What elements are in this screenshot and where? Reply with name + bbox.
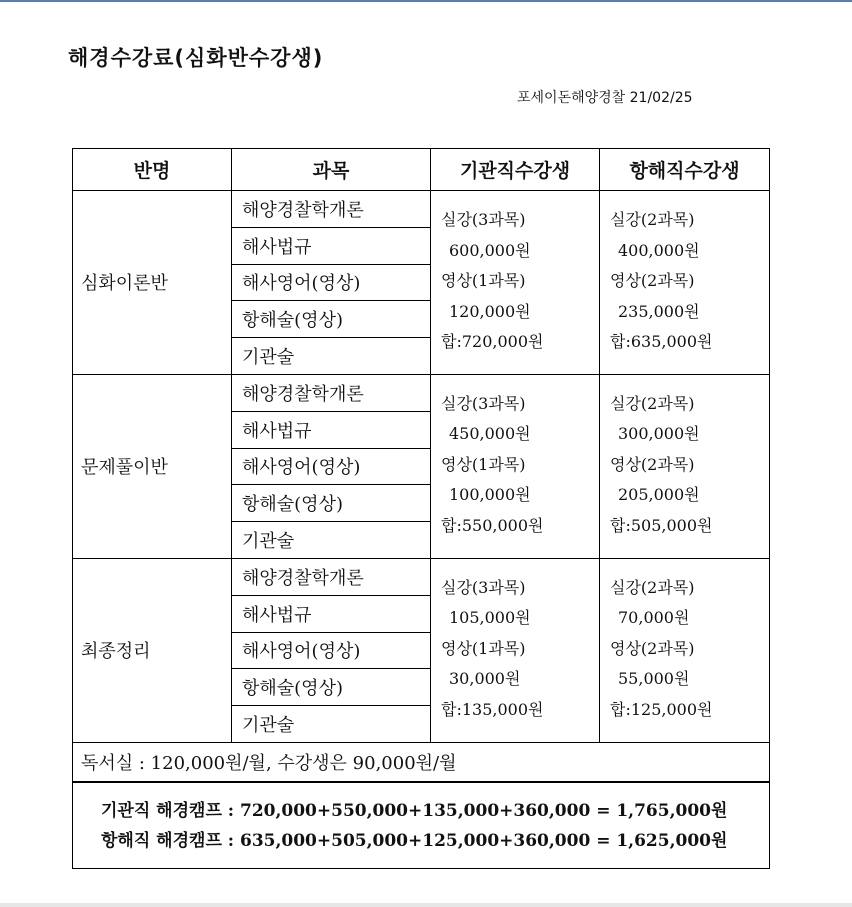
price-line: 205,000원 — [618, 485, 700, 505]
page-subtitle: 포세이돈해양경찰 21/02/25 — [517, 90, 693, 106]
subject-cell: 기관술 — [232, 522, 431, 559]
header-subject: 과목 — [232, 149, 431, 191]
price-line: 450,000원 — [449, 424, 531, 444]
top-rule — [0, 0, 852, 2]
price-line: 70,000원 — [618, 608, 690, 628]
price-col-a — [431, 558, 600, 742]
price-line: 실강(3과목) — [441, 210, 526, 229]
price-line: 55,000원 — [618, 669, 690, 689]
price-total: 합:720,000원 — [441, 332, 544, 351]
price-line: 실강(3과목) — [441, 393, 526, 413]
subject-cell: 해양경찰학개론 — [232, 191, 431, 228]
price-total: 합:135,000원 — [441, 699, 544, 719]
subject-cell: 항해술(영상) — [232, 301, 431, 338]
reading-room-note: 독서실 : 120,000원/월, 수강생은 90,000원/월 — [73, 742, 770, 782]
price-total: 합:125,000원 — [610, 699, 713, 719]
price-col-a — [431, 374, 600, 558]
table-row — [73, 374, 770, 411]
price-line: 100,000원 — [449, 485, 531, 505]
price-line: 실강(3과목) — [441, 577, 526, 597]
header-col-b: 항해직수강생 — [600, 149, 770, 191]
price-line: 120,000원 — [449, 301, 531, 321]
price-total: 합:505,000원 — [610, 515, 713, 535]
price-col-b — [600, 191, 770, 375]
price-col-a — [431, 191, 600, 375]
price-total: 합:635,000원 — [610, 332, 713, 351]
price-line: 실강(2과목) — [610, 210, 695, 229]
price-line: 30,000원 — [449, 669, 521, 689]
price-line: 235,000원 — [618, 301, 700, 321]
subject-cell: 항해술(영상) — [232, 669, 431, 706]
subject-cell: 해양경찰학개론 — [232, 374, 431, 411]
camp-line-navigation: 항해직 해경캠프 : 635,000+505,000+125,000+360,000 = 1,625,000원 — [101, 830, 728, 851]
subject-cell: 기관술 — [232, 706, 431, 743]
camp-summary — [73, 782, 770, 868]
class-name: 최종정리 — [73, 558, 232, 742]
camp-line-engine: 기관직 해경캠프 : 720,000+550,000+135,000+360,000 = 1,765,000원 — [101, 800, 728, 821]
price-line: 300,000원 — [618, 424, 700, 444]
camp-row — [73, 782, 770, 868]
price-line: 실강(2과목) — [610, 393, 695, 413]
note-row — [73, 742, 770, 782]
price-total: 합:550,000원 — [441, 515, 544, 535]
subject-cell: 항해술(영상) — [232, 485, 431, 522]
price-line: 영상(1과목) — [441, 638, 526, 658]
subject-cell: 기관술 — [232, 338, 431, 375]
price-line: 실강(2과목) — [610, 577, 695, 597]
subject-cell: 해사영어(영상) — [232, 448, 431, 485]
header-row — [73, 149, 770, 191]
price-line: 600,000원 — [449, 240, 531, 260]
header-col-a: 기관직수강생 — [431, 149, 600, 191]
subject-cell: 해양경찰학개론 — [232, 558, 431, 595]
price-line: 400,000원 — [618, 240, 700, 260]
table-row — [73, 191, 770, 228]
bottom-rule — [0, 903, 852, 907]
fee-table — [72, 148, 770, 869]
price-line: 영상(2과목) — [610, 454, 695, 474]
price-line: 영상(1과목) — [441, 454, 526, 474]
price-line: 영상(1과목) — [441, 271, 526, 290]
header-class: 반명 — [73, 149, 232, 191]
subject-cell: 해사법규 — [232, 411, 431, 448]
page-title: 해경수강료(심화반수강생) — [68, 46, 324, 70]
price-line: 105,000원 — [449, 608, 531, 628]
price-col-b — [600, 558, 770, 742]
class-name: 문제풀이반 — [73, 374, 232, 558]
subject-cell: 해사영어(영상) — [232, 632, 431, 669]
price-line: 영상(2과목) — [610, 638, 695, 658]
subject-cell: 해사법규 — [232, 595, 431, 632]
price-col-b — [600, 374, 770, 558]
price-line: 영상(2과목) — [610, 271, 695, 290]
subject-cell: 해사영어(영상) — [232, 264, 431, 301]
table-row — [73, 558, 770, 595]
subject-cell: 해사법규 — [232, 227, 431, 264]
class-name: 심화이론반 — [73, 191, 232, 375]
